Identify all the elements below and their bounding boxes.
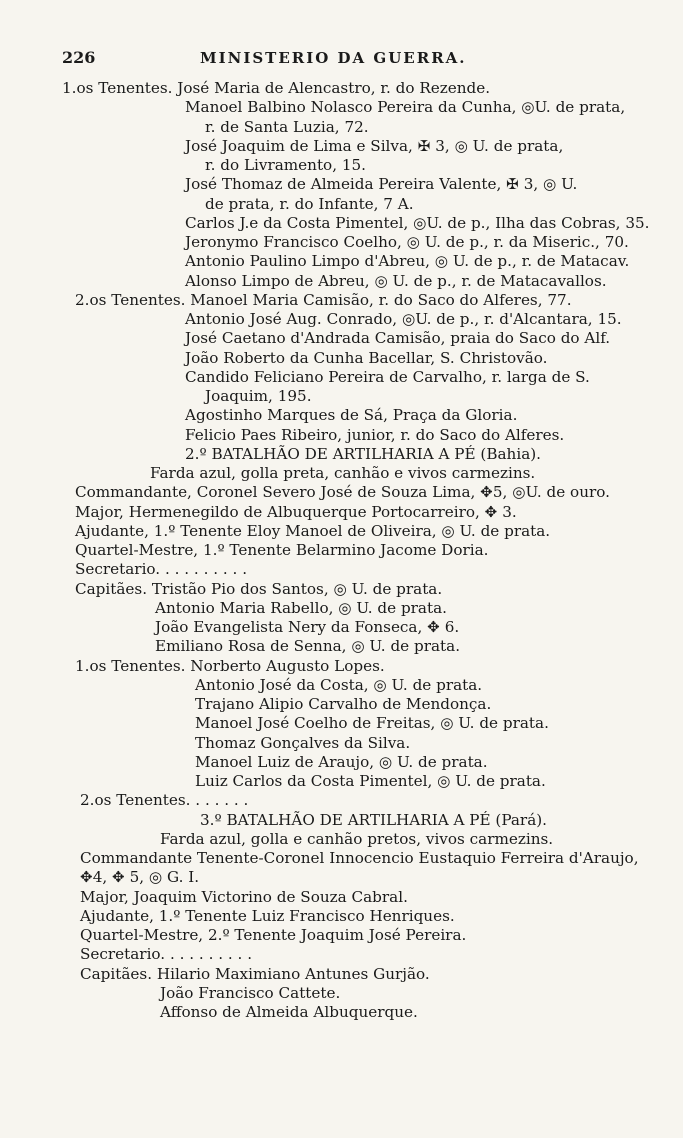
text-line: Trajano Alipio Carvalho de Mendonça. <box>195 695 492 713</box>
text-line: Manoel José Coelho de Freitas, ◎ U. de prata. <box>195 714 549 733</box>
text-line: Agostinho Marques de Sá, Praça da Gloria. <box>185 406 518 425</box>
text-line: Quartel-Mestre, 2.º Tenente Joaquim José Pereira. <box>80 926 467 944</box>
text-line: João Francisco Cattete. <box>160 983 341 1002</box>
text-line: ✥4, ✥ 5, ◎ G. I. <box>80 868 200 887</box>
uniform-description: Farda azul, golla preta, canhão e vivos carmezins. <box>150 464 536 482</box>
text-line: Manoel Balbino Nolasco Pereira da Cunha, ◎U. de prata, <box>185 98 626 117</box>
text-line: Antonio José Aug. Conrado, ◎U. de p., r. d'Alcantara, 15. <box>185 310 622 328</box>
text-line: Candido Feliciano Pereira de Carvalho, r. larga de S. <box>185 367 590 386</box>
text-line: João Roberto da Cunha Bacellar, S. Christovão. <box>185 348 548 367</box>
text-line: r. do Livramento, 15. <box>205 156 367 174</box>
text-line: Luiz Carlos da Costa Pimentel, ◎ U. de prata. <box>195 772 546 790</box>
roster-text <box>0 79 683 1022</box>
text-line: Antonio Maria Rabello, ◎ U. de prata. <box>155 598 447 617</box>
text-line: de prata, r. do Infante, 7 A. <box>205 194 414 213</box>
text-line: José Thomaz de Almeida Pereira Valente, ✠ 3, ◎ U. <box>185 175 578 194</box>
text-line: Jeronymo Francisco Coelho, ◎ U. de p., r. da Miseric., 70. <box>185 233 629 251</box>
text-line: 2.os Tenentes. . . . . . . <box>80 791 249 810</box>
section-heading-2nd-battalion: 2.º BATALHÃO DE ARTILHARIA A PÉ (Bahia). <box>185 444 541 463</box>
section-heading-3rd-battalion: 3.º BATALHÃO DE ARTILHARIA A PÉ (Pará). <box>200 810 547 829</box>
text-line: Alonso Limpo de Abreu, ◎ U. de p., r. de Matacavallos. <box>185 271 607 290</box>
text-line: Capitães. Tristão Pio dos Santos, ◎ U. de prata. <box>75 579 443 598</box>
text-line: 1.os Tenentes. Norberto Augusto Lopes. <box>75 656 385 675</box>
text-line: Quartel-Mestre, 1.º Tenente Belarmino Jacome Doria. <box>75 541 489 559</box>
text-line: 1.os Tenentes. José Maria de Alencastro, r. do Rezende. <box>62 79 491 97</box>
text-line: Ajudante, 1.º Tenente Eloy Manoel de Oliveira, ◎ U. de prata. <box>75 521 551 540</box>
text-line: Felicio Paes Ribeiro, junior, r. do Saco do Alferes. <box>185 425 565 444</box>
uniform-description: Farda azul, golla e canhão pretos, vivos carmezins. <box>160 829 554 848</box>
text-line: Thomaz Gonçalves da Silva. <box>195 733 411 752</box>
text-line: Manoel Luiz de Araujo, ◎ U. de prata. <box>195 752 488 771</box>
text-line: Secretario. . . . . . . . . . <box>80 945 253 964</box>
running-title: MINISTERIO DA GUERRA. <box>200 49 467 67</box>
text-line: Major, Hermenegildo de Albuquerque Portocarreiro, ✥ 3. <box>75 502 517 521</box>
text-line: 2.os Tenentes. Manoel Maria Camisão, r. do Saco do Alferes, 77. <box>75 290 572 309</box>
text-line: José Caetano d'Andrada Camisão, praia do Saco do Alf. <box>185 329 611 348</box>
text-line: Secretario. . . . . . . . . . <box>75 560 248 579</box>
text-line: Major, Joaquim Victorino de Souza Cabral. <box>80 887 408 906</box>
text-line: Ajudante, 1.º Tenente Luiz Francisco Henriques. <box>80 906 455 925</box>
text-line: Antonio José da Costa, ◎ U. de prata. <box>195 675 483 694</box>
text-line: Joaquim, 195. <box>205 387 312 405</box>
page-header <box>62 48 622 70</box>
text-line: Emiliano Rosa de Senna, ◎ U. de prata. <box>155 637 461 656</box>
text-line: r. de Santa Luzia, 72. <box>205 117 369 136</box>
page-number: 226 <box>62 48 96 67</box>
text-line: Carlos J.e da Costa Pimentel, ◎U. de p., Ilha das Cobras, 35. <box>185 213 650 232</box>
text-line: José Joaquim de Lima e Silva, ✠ 3, ◎ U. de prata, <box>185 136 564 155</box>
text-line: Antonio Paulino Limpo d'Abreu, ◎ U. de p., r. de Matacav. <box>185 252 630 271</box>
text-line: Commandante Tenente-Coronel Innocencio Eustaquio Ferreira d'Araujo, <box>80 849 639 867</box>
text-line: Capitães. Hilario Maximiano Antunes Gurjão. <box>80 964 430 983</box>
text-line: Affonso de Almeida Albuquerque. <box>160 1003 418 1021</box>
text-line: João Evangelista Nery da Fonseca, ✥ 6. <box>155 618 460 636</box>
text-line: Commandante, Coronel Severo José de Souza Lima, ✥5, ◎U. de ouro. <box>75 483 610 502</box>
